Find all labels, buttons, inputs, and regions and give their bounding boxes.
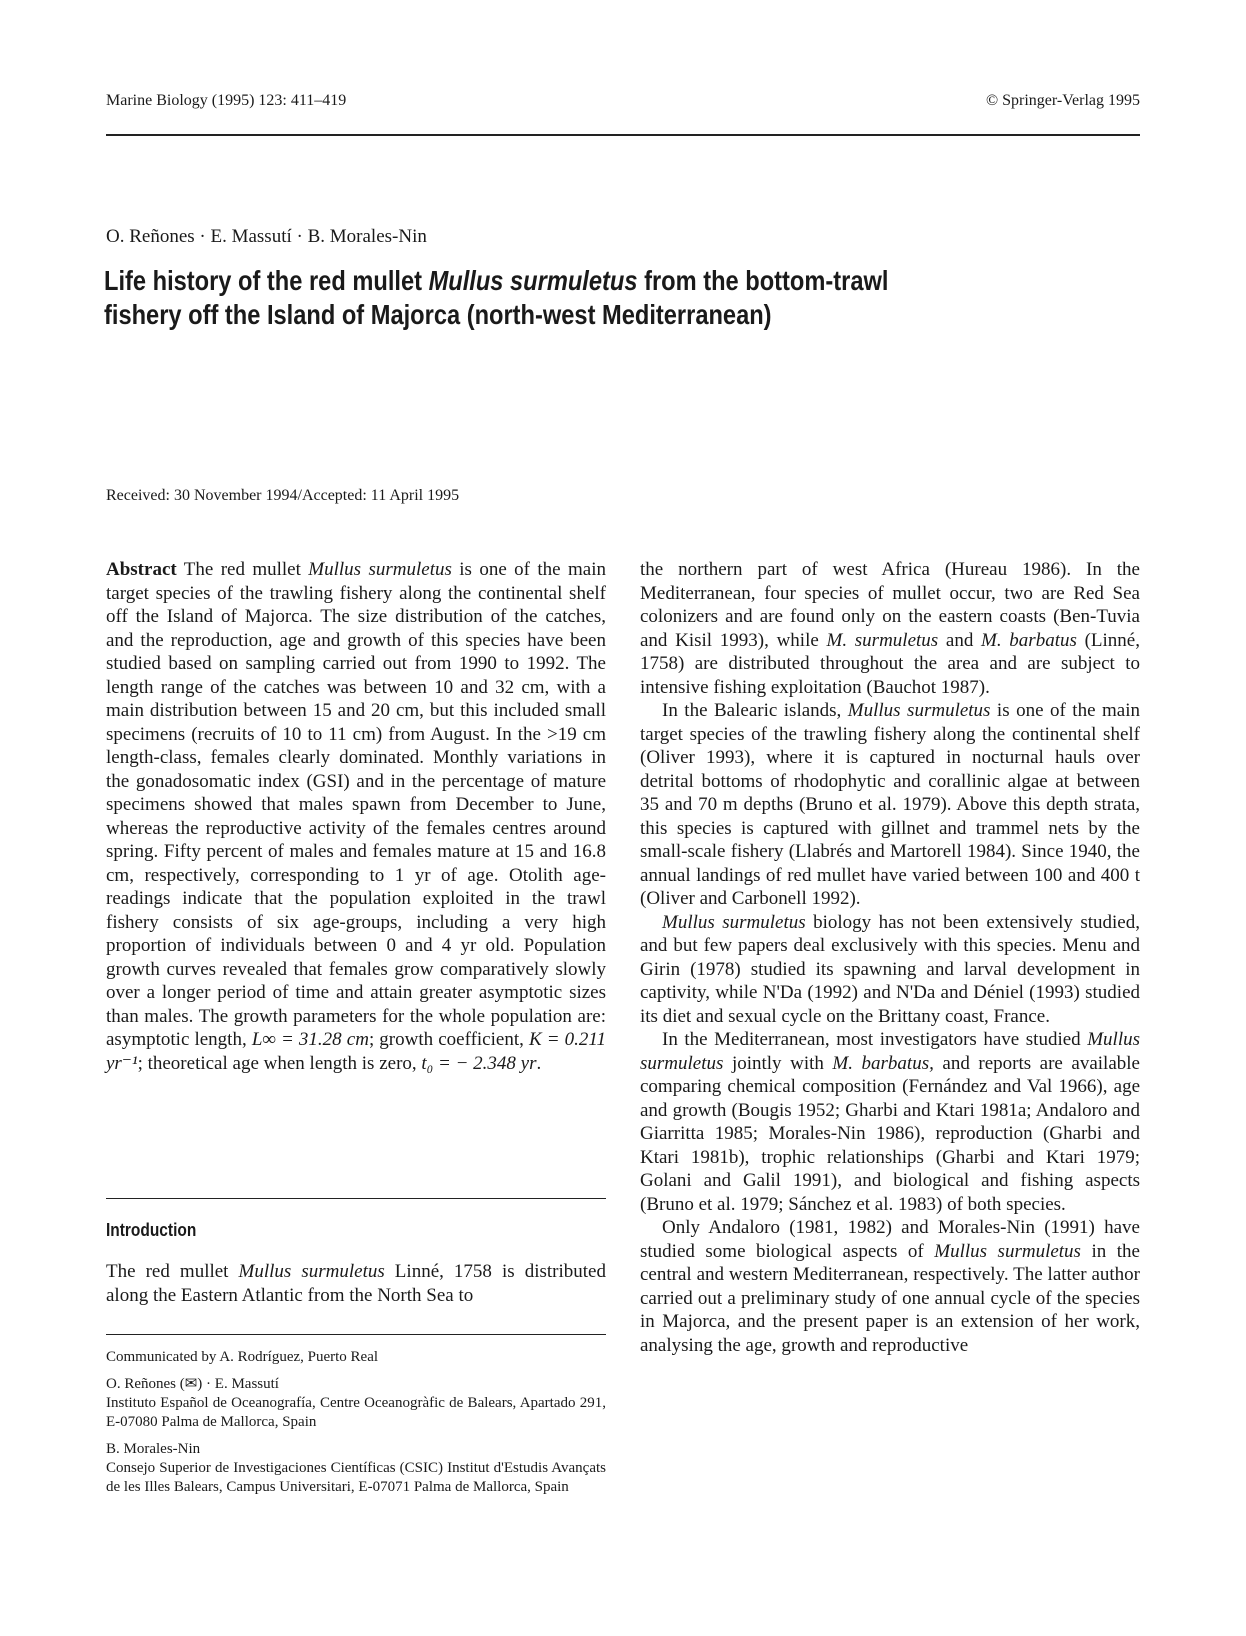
abstract-text: is one of the main target species of the trawling fishery along the continental shelf off the Island of Majorca. The size distribution of the catches, and the reproduction, age and growth of this species have been studied based on sampling carried out from 1990 to 1992. The length range of the catches was between 10 and 32 cm, with a main distribution between 15 and 20 cm, but this included small specimens (recruits of 10 to 11 cm) from August. In the >19 cm length-class, females clearly dominated. Monthly variations in the gonadosomatic index (GSI) and in the percentage of mature specimens showed that males spawn from December to June, whereas the reproductive activity of the females centres around spring. Fifty percent of males and females mature at 15 and 16.8 cm, respectively, corresponding to 1 yr of age. Otolith age-readings indicate that the population exploited in the trawl fishery consists of six age-groups, including a very high proportion of individuals between 0 and 4 yr old. Population growth curves revealed that females grow comparatively slowly over a longer period of time and attain greater asymptotic sizes than males. The growth parameters for the whole population are: asymptotic length, [106, 559, 606, 1050]
body-species: Mullus surmuletus [640, 1029, 1140, 1074]
article-title [104, 264, 998, 332]
abstract-block [106, 558, 606, 1075]
abstract-k: K = 0.211 yr⁻¹ [106, 1029, 606, 1074]
body-text: Only Andaloro (1981, 1982) and Morales-Nin (1991) have studied some biological aspects of [640, 1217, 1140, 1262]
communicated-by: Communicated by A. Rodríguez, Puerto Real [106, 1349, 379, 1365]
body-species: M. surmuletus [826, 629, 939, 651]
footnote-affiliation-c: Consejo Superior de Investigaciones Científicas (CSIC) Institut d'Estudis Avançats de les Illes Balears, Campus Universitari, E-07071 Palma de Mallorca, Spain [106, 1460, 606, 1495]
body-text: in the central and western Mediterranean, respectively. The latter author carried out a preliminary study of one annual cycle of the species in Majorca, and the present paper is an extension of her work, analysing the age, growth and reproductive [640, 1240, 1140, 1356]
body-species: Mullus surmuletus [847, 700, 991, 721]
abstract-linf: L∞ = 31.28 cm [251, 1029, 369, 1050]
intro-text: The red mullet [106, 1261, 239, 1282]
abstract-species: Mullus surmuletus [308, 559, 452, 580]
received-accepted-dates: Received: 30 November 1994/Accepted: 11 April 1995 [106, 487, 460, 504]
body-text: jointly with [723, 1052, 833, 1074]
body-text: and reports are available comparing chemical composition (Fernández and Val 1966), age and growth (Bougis 1952; Gharbi and Ktari 1981a; Andaloro and Giarritta 1985; Morales-Nin 1986), reproduction (Gharbi and Ktari 1981b), trophic relationships (Gharbi and Ktari 1979; Golani and Galil 1991), and biological and fishing aspects (Bruno et al. 1979; Sánchez et al. 1983) of both species. [640, 1052, 1140, 1215]
intro-species: Mullus surmuletus [238, 1261, 385, 1282]
body-text: biology has not been extensively studied, and but few papers deal exclusively with this species. Menu and Girin (1978) studied its spawning and larval development in captivity, while N'Da (1992) and N'Da and Déniel (1993) studied its diet and sexual cycle on the Brittany coast, France. [640, 911, 1140, 1027]
body-paragraph [640, 911, 1140, 1029]
footnote-affiliation-ab: Instituto Español de Oceanografía, Centre Oceanogràfic de Balears, Apartado 291, E-07080 Palma de Mallorca, Spain [106, 1395, 606, 1430]
title-text-3: fishery off the Island of Majorca (north-west Mediterranean) [104, 299, 772, 330]
right-column-body [640, 558, 1140, 1357]
body-species: M. barbatus [981, 629, 1077, 651]
footnote-separator [106, 1334, 606, 1335]
body-species: M. barbatus, [832, 1052, 934, 1074]
abstract-t0: t₀ = − 2.348 yr [421, 1052, 537, 1074]
body-paragraph [640, 558, 1140, 699]
author-list: O. Reñones · E. Massutí · B. Morales-Nin [106, 226, 427, 247]
body-paragraph [640, 699, 1140, 911]
abstract-text: The red mullet [176, 559, 309, 580]
abstract-separator [106, 1198, 606, 1199]
body-text: and [938, 629, 982, 651]
body-text: the northern part of west Africa (Hureau 1986). In the Mediterranean, four species of mullet occur, two are Red Sea colonizers and are found only on the eastern coasts (Ben-Tuvia and Kisil 1993), while [640, 559, 1140, 651]
introduction-paragraph [106, 1260, 606, 1307]
footnotes [106, 1348, 606, 1497]
body-species: Mullus surmuletus [662, 911, 806, 933]
body-paragraph [640, 1216, 1140, 1357]
abstract-paragraph [106, 558, 606, 1075]
footnote-authors-ab: O. Reñones (✉) · E. Massutí [106, 1376, 279, 1392]
publisher-copyright: © Springer-Verlag 1995 [985, 92, 1140, 109]
body-paragraph [640, 1028, 1140, 1216]
abstract-text: ; growth coefficient, [368, 1029, 529, 1050]
body-text: In the Balearic islands, [662, 700, 848, 721]
title-species: Mullus surmuletus [428, 265, 638, 296]
abstract-text: ; theoretical age when length is zero, [137, 1052, 422, 1074]
title-text-1: Life history of the red mullet [104, 265, 429, 296]
intro-text: Linné, 1758 is distributed along the Eastern Atlantic from the North Sea to [106, 1261, 606, 1306]
body-text: is one of the main target species of the trawling fishery along the continental shelf (Oliver 1993), where it is captured in nocturnal hauls over detrital bottoms of rhodophytic and corallinic algae at between 35 and 70 m depths (Bruno et al. 1979). Above this depth strata, this species is captured with gillnet and trammel nets by the small-scale fishery (Llabrés and Martorell 1984). Since 1940, the annual landings of red mullet have varied between 100 and 400 t (Oliver and Carbonell 1992). [640, 700, 1140, 909]
journal-citation: Marine Biology (1995) 123: 411–419 [106, 92, 347, 109]
header-rule [106, 134, 1140, 136]
introduction-heading: Introduction [106, 1220, 197, 1240]
footnote-author-c: B. Morales-Nin [106, 1441, 201, 1457]
body-species: Mullus surmuletus [934, 1240, 1081, 1262]
body-text: (Linné, 1758) are distributed throughout the area and are subject to intensive fishing exploitation (Bauchot 1987). [640, 629, 1140, 698]
abstract-heading: Abstract [106, 559, 177, 580]
title-text-2: from the bottom-trawl [637, 265, 889, 296]
abstract-text: . [536, 1052, 542, 1074]
body-text: In the Mediterranean, most investigators have studied [662, 1029, 1088, 1050]
